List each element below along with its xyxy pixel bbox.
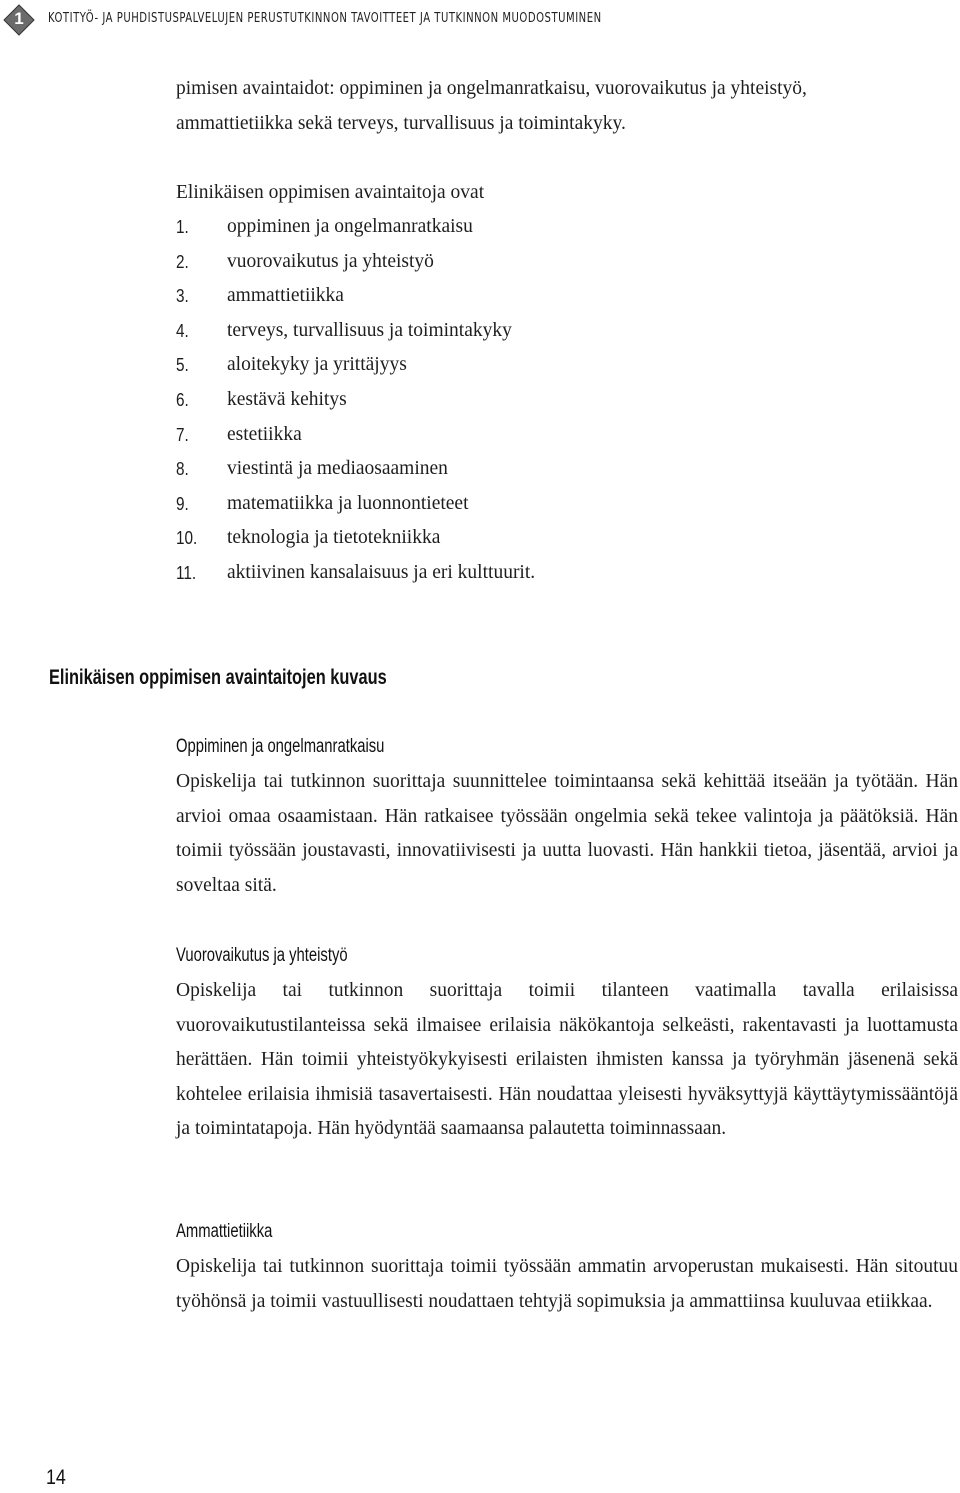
subheading-interaction: Vuorovaikutus ja yhteistyö [176, 945, 348, 966]
list-number: 9. [176, 493, 189, 514]
list-intro: Elinikäisen oppimisen avaintaitoja ovat [176, 182, 485, 203]
chapter-number: 1 [14, 9, 24, 28]
list-text: matematiikka ja luonnontieteet [227, 492, 469, 514]
subheading-learning: Oppiminen ja ongelmanratkaisu [176, 736, 385, 757]
list-text: ammattietiikka [227, 285, 344, 307]
list-text: aktiivinen kansalaisuus ja eri kulttuurit. [227, 561, 536, 583]
list-number: 7. [176, 424, 189, 445]
list-number: 3. [176, 286, 189, 307]
list-number: 5. [176, 355, 189, 376]
paragraph-ethics: Opiskelija tai tutkinnon suorittaja toimii työssään ammatin arvoperustan mukaisesti. Hän sitoutuu työhönsä ja toimii vastuullisesti noudattaen tehtyjä sopimuksia ja ammattiinsa kuuluvaa etiikkaa. [176, 1256, 958, 1312]
list-text: terveys, turvallisuus ja toimintakyky [227, 319, 512, 341]
page-header [0, 0, 960, 44]
list-text: kestävä kehitys [227, 388, 347, 410]
list-text: vuorovaikutus ja yhteistyö [227, 250, 434, 272]
running-title: KOTITYÖ- JA PUHDISTUSPALVELUJEN PERUSTUTKINNON TAVOITTEET JA TUTKINNON MUODOSTUMINEN [48, 11, 602, 26]
list-number: 4. [176, 320, 189, 341]
intro-line-1: pimisen avaintaidot: oppiminen ja ongelmanratkaisu, vuorovaikutus ja yhteistyö, [176, 78, 807, 99]
list-number: 6. [176, 389, 189, 410]
list-number: 8. [176, 459, 189, 480]
intro-line-2: ammattietiikka sekä terveys, turvallisuus ja toimintakyky. [176, 113, 626, 134]
section-heading: Elinikäisen oppimisen avaintaitojen kuvaus [49, 666, 387, 689]
list-number: 10. [176, 528, 198, 549]
list-number: 11. [176, 562, 197, 583]
list-number: 2. [176, 251, 189, 272]
list-text: estetiikka [227, 423, 302, 445]
list-text: aloitekyky ja yrittäjyys [227, 354, 407, 376]
page-number: 14 [46, 1466, 66, 1489]
chapter-badge [3, 4, 35, 36]
list-text: oppiminen ja ongelmanratkaisu [227, 216, 473, 237]
paragraph-learning: Opiskelija tai tutkinnon suorittaja suunnittelee toimintaansa sekä kehittää itseään ja työtään. Hän arvioi omaa osaamistaan. Hän ratkaisee työssään ongelmia sekä tekee valintoja ja päätöksiä. Hän toimii työssään joustavasti, innovatiivisesti ja uutta luovasti. Hän hankkii tietoa, jäsentää, arvioi ja soveltaa sitä. [176, 771, 958, 896]
subheading-ethics: Ammattietiikka [176, 1221, 273, 1242]
list-text: teknologia ja tietotekniikka [227, 527, 441, 549]
list-number: 1. [176, 217, 189, 237]
list-text: viestintä ja mediaosaaminen [227, 458, 448, 480]
paragraph-interaction: Opiskelija tai tutkinnon suorittaja toimii tilanteen vaatimalla tavalla erilaisissa vuorovaikutustilanteissa sekä ilmaisee erilaisia näkökantoja selkeästi, rakentavasti ja luottamusta herättäen. Hän toimii yhteistyökykyisesti erilaisten ihmisten kanssa ja työryhmän jäsenenä sekä kohtelee erilaisia ihmisiä tasavertaisesti. Hän noudattaa yleisesti hyväksyttyjä käyttäytymissääntöjä ja toimintatapoja. Hän hyödyntää saamaansa palautetta toiminnassaan. [176, 980, 958, 1139]
